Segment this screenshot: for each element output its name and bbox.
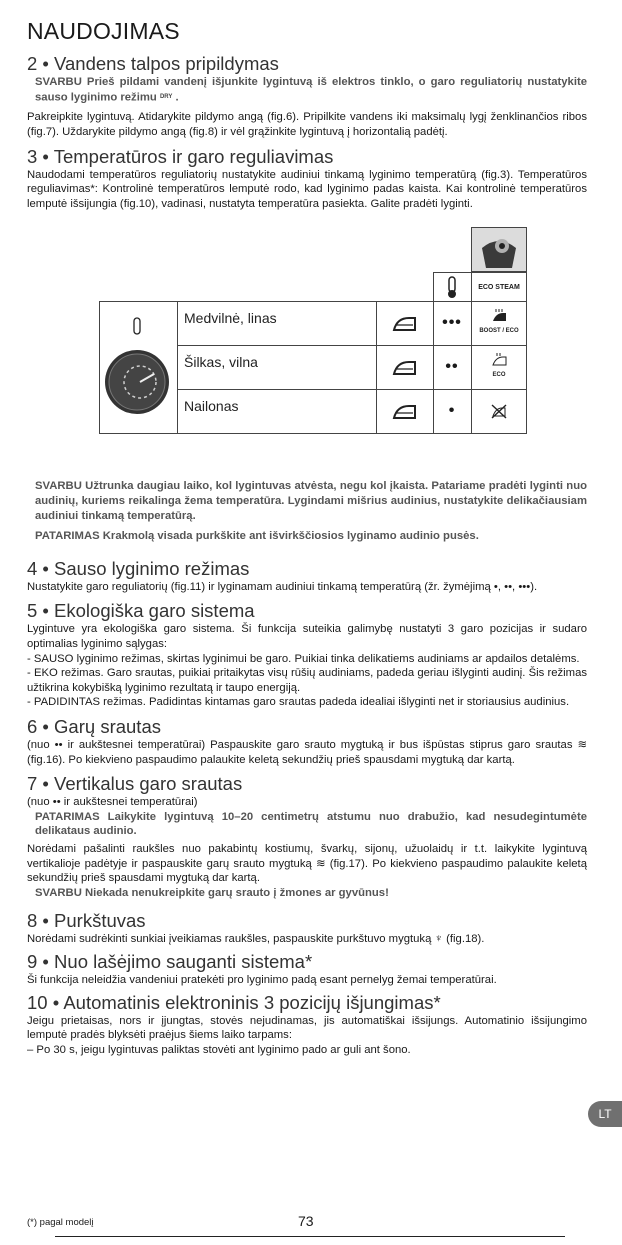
section-7-heading: 7 • Vertikalus garo srautas bbox=[27, 773, 243, 795]
eco-label: ECO bbox=[492, 372, 506, 379]
temperature-dots: •• bbox=[445, 358, 459, 376]
no-steam-icon bbox=[490, 403, 508, 419]
iron-icon bbox=[391, 315, 419, 333]
section-10-item: – Po 30 s, jeigu lygintuvas paliktas stovėti ant lyginimo pado ar guli ant šono. bbox=[27, 1043, 411, 1056]
temperature-table bbox=[27, 227, 587, 465]
section-10-heading: 10 • Automatinis elektroninis 3 pozicijų išjungimas* bbox=[27, 991, 441, 1013]
section-3-heading: 3 • Temperatūros ir garo reguliavimas bbox=[27, 145, 334, 167]
language-tab: LT bbox=[588, 1101, 622, 1127]
temperature-dots: ••• bbox=[442, 314, 462, 332]
steam-burst-icon: ≋ bbox=[577, 738, 587, 751]
section-7-text: Norėdami pašalinti raukšles nuo pakabintų kostiumų, švarkų, sijonų, užuolaidų ir t.t. laikykite lygintuvą vertikalioje padėtyje ir paspauskite garų srauto mygtuką ≋ (fig.17). Po kiekvieno paspaudimo palaukite keletą sekundžių prieš spausdami mygtuką dar kartą. bbox=[27, 842, 587, 885]
section-4-heading: 4 • Sauso lyginimo režimas bbox=[27, 557, 250, 579]
eco-steam-icon bbox=[489, 353, 509, 367]
iron-icon bbox=[391, 359, 419, 377]
steam-photo bbox=[471, 227, 527, 272]
section-8-heading: 8 • Purkštuvas bbox=[27, 910, 146, 932]
section-10-text: Jeigu prietaisas, nors ir įjungtas, stovės nejudinamas, jis automatiškai išsijungs. Automatinio išsijungimo lemputė pradės blyksėti praėjus šiems laiko tarpams: bbox=[27, 1014, 587, 1042]
section-9-text: Ši funkcija neleidžia vandeniui pratekėti pro lyginimo padą esant pernelyg žemai temperatūrai. bbox=[27, 973, 497, 986]
section-5-text-2: - SAUSO lyginimo režimas, skirtas lyginimui be garo. Puikiai tinka delikatiems audiniams ar apdailos detalėms. bbox=[27, 652, 580, 665]
section-5-text-1: Lygintuve yra ekologiška garo sistema. Ši funkcija suteikia galimybę nustatyti 3 garo pozicijas ir sudaro optimalias lyginimo sąlygas: bbox=[27, 623, 587, 650]
footnote: (*) pagal modelį bbox=[27, 1217, 94, 1228]
section-6-heading: 6 • Garų srautas bbox=[27, 715, 161, 737]
boost-steam-icon bbox=[489, 309, 509, 323]
spray-icon: ♆ bbox=[434, 933, 443, 946]
section-7-tip: PATARIMAS Laikykite lygintuvą 10–20 centimetrų atstumu nuo drabužio, kad nesudegintumėte delikataus audinio. bbox=[35, 810, 587, 838]
section-2-heading: 2 • Vandens talpos pripildymas bbox=[27, 53, 279, 74]
thermometer-icon bbox=[434, 273, 471, 301]
section-5-text-3: - EKO režimas. Garo srautas, puikiai pritaikytas visų rūšių audiniams, padeda geriau išlyginti audinį. Šis režimas užtikrina kokybišką lyginimo rezultatą ir taupo energiją. bbox=[27, 667, 587, 694]
table-important-note: SVARBU Užtrunka daugiau laiko, kol lygintuvas atvėsta, negu kol įkaista. Patariame pradėti lyginti nuo audinių, kuriems reikalinga žema temperatūra. Lygindami mišrius audinius, nustatykite delikačiausiam audiniui tinkamą temperatūrą. bbox=[35, 480, 587, 522]
table-tip-note: PATARIMAS Krakmolą visada purkškite ant išvirkščiosios lyginamo audinio pusės. bbox=[35, 530, 479, 543]
section-5-heading: 5 • Ekologiška garo sistema bbox=[27, 600, 255, 622]
steam-burst-icon: ≋ bbox=[315, 857, 326, 870]
section-7-important: SVARBU Niekada nenukreipkite garų srauto į žmones ar gyvūnus! bbox=[35, 886, 389, 899]
section-6-text: (nuo •• ir aukštesnei temperatūrai) Paspauskite garo srauto mygtuką ir bus išpūstas stiprus garo srautas ≋ (fig.16). Po kiekvieno paspaudimo palaukite keletą sekundžių prieš spausdami mygtuką dar kartą. bbox=[27, 738, 587, 766]
temperature-dial-icon bbox=[100, 302, 177, 433]
eco-steam-header: ECO STEAM bbox=[471, 272, 527, 302]
section-5-text-4: - PADIDINTAS režimas. Padidintas kintamas garo srautas padeda idealiai išlyginti net ir storiausius audinius. bbox=[27, 696, 570, 709]
section-2-important-note: SVARBU Prieš pildami vandenį išjunkite lygintuvą iš elektros tinklo, o garo reguliatorių nustatykite sauso lyginimo režimu DRY . bbox=[35, 76, 587, 103]
section-7-subtitle: (nuo •• ir aukštesnei temperatūrai) bbox=[27, 796, 198, 809]
section-2-text: Pakreipkite lygintuvą. Atidarykite pildymo angą (fig.6). Pripilkite vandens iki maksimalų lygį ženklinančios ribos (fig.7). Uždarykite pildymo angą (fig.8) ir vėl grąžinkite lygintuvą į horizontalią padėtį. bbox=[27, 111, 587, 139]
fabric-label: Šilkas, vilna bbox=[184, 354, 258, 371]
temperature-dots: • bbox=[448, 402, 456, 420]
boost-eco-label: BOOST / ECO bbox=[479, 328, 519, 335]
dry-icon: DRY bbox=[159, 93, 173, 100]
footer-divider bbox=[55, 1236, 565, 1237]
section-9-heading: 9 • Nuo lašėjimo sauganti sistema* bbox=[27, 950, 313, 972]
section-4-text: Nustatykite garo reguliatorių (fig.11) ir lyginamam audiniui tinkamą temperatūrą (žr. žymėjimą •, ••, •••). bbox=[27, 580, 538, 593]
temperature-dial-cell bbox=[99, 301, 178, 434]
page-title: NAUDOJIMAS bbox=[27, 18, 180, 44]
section-3-text: Naudodami temperatūros reguliatorių nustatykite audiniui tinkamą lyginimo temperatūrą (fig.3). Temperatūros reguliavimas*: Kontrolinė temperatūros lemputė rodo, kad lyginimo padas kaista. Kai kontrolinė temperatūros lemputė išsijungia (fig.10), vadinasi, nustatyta temperatūra pasiekta. Galite pradėti lyginti. bbox=[27, 168, 587, 210]
fabric-label: Nailonas bbox=[184, 398, 239, 415]
iron-icon bbox=[391, 403, 419, 421]
page-number: 73 bbox=[298, 1213, 314, 1229]
page-content bbox=[27, 18, 587, 1057]
thermometer-header bbox=[433, 272, 472, 302]
section-8-text: Norėdami sudrėkinti sunkiai įveikiamas raukšles, paspauskite purkštuvo mygtuką ♆ (fig.18). bbox=[27, 933, 485, 946]
fabric-label: Medvilnė, linas bbox=[184, 310, 277, 327]
